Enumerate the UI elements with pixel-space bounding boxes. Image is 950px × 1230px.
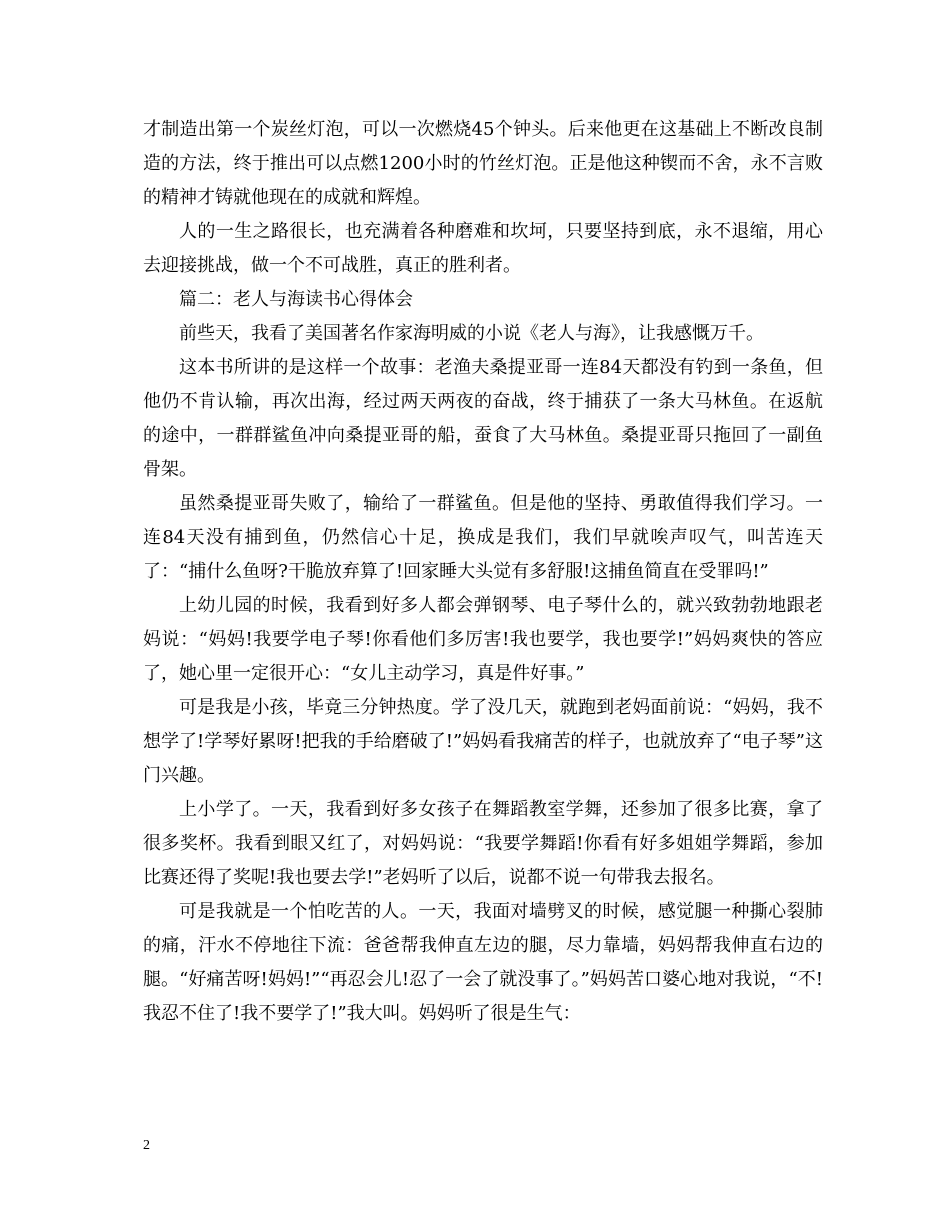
paragraph: 才制造出第一个炭丝灯泡，可以一次燃烧45个钟头。后来他更在这基础上不断改良制造的方法，终于推出可以点燃1200小时的竹丝灯泡。正是他这种锲而不舍，永不言败的精神才铸就他现在的成就和辉煌。 bbox=[143, 119, 823, 208]
paragraph: 上小学了。一天，我看到好多女孩子在舞蹈教室学舞，还参加了很多比赛，拿了很多奖杯。我看到眼又红了，对妈妈说：“我要学舞蹈!你看有好多姐姐学舞蹈，参加比赛还得了奖呢!我也要去学!”老妈听了以后，说都不说一句带我去报名。 bbox=[143, 799, 823, 888]
paragraph: 上幼儿园的时候，我看到好多人都会弹钢琴、电子琴什么的，就兴致勃勃地跟老妈说：“妈妈!我要学电子琴!你看他们多厉害!我也要学，我也要学!”妈妈爽快的答应了，她心里一定很开心：“女儿主动学习，真是件好事。” bbox=[143, 595, 823, 684]
page-number: 2 bbox=[143, 1138, 150, 1153]
paragraph: 这本书所讲的是这样一个故事：老渔夫桑提亚哥一连84天都没有钓到一条鱼，但他仍不肯认输，再次出海，经过两天两夜的奋战，终于捕获了一条大马林鱼。在返航的途中，一群群鲨鱼冲向桑提亚哥的船，蚕食了大马林鱼。桑提亚哥只拖回了一副鱼骨架。 bbox=[143, 357, 823, 480]
paragraph: 虽然桑提亚哥失败了，输给了一群鲨鱼。但是他的坚持、勇敢值得我们学习。一连84天没有捕到鱼，仍然信心十足，换成是我们，我们早就唉声叹气，叫苦连天了：“捕什么鱼呀?干脆放弃算了!回家睡大头觉有多舒服!这捕鱼简直在受罪吗!” bbox=[143, 493, 823, 582]
paragraph: 前些天，我看了美国著名作家海明威的小说《老人与海》，让我感慨万千。 bbox=[179, 323, 764, 344]
paragraph: 可是我是小孩，毕竟三分钟热度。学了没几天，就跑到老妈面前说：“妈妈，我不想学了!学琴好累呀!把我的手给磨破了!”妈妈看我痛苦的样子，也就放弃了“电子琴”这门兴趣。 bbox=[143, 697, 823, 786]
document-body bbox=[143, 113, 823, 1031]
section-heading: 篇二：老人与海读书心得体会 bbox=[179, 289, 413, 310]
paragraph: 可是我就是一个怕吃苦的人。一天，我面对墙劈叉的时候，感觉腿一种撕心裂肺的痛，汗水不停地往下流：爸爸帮我伸直左边的腿，尽力靠墙，妈妈帮我伸直右边的腿。“好痛苦呀!妈妈!”“再忍会儿!忍了一会了就没事了。”妈妈苦口婆心地对我说，“不!我忍不住了!我不要学了!”我大叫。妈妈听了很是生气： bbox=[143, 901, 823, 1024]
paragraph: 人的一生之路很长，也充满着各种磨难和坎坷，只要坚持到底，永不退缩，用心去迎接挑战，做一个不可战胜，真正的胜利者。 bbox=[143, 221, 823, 276]
